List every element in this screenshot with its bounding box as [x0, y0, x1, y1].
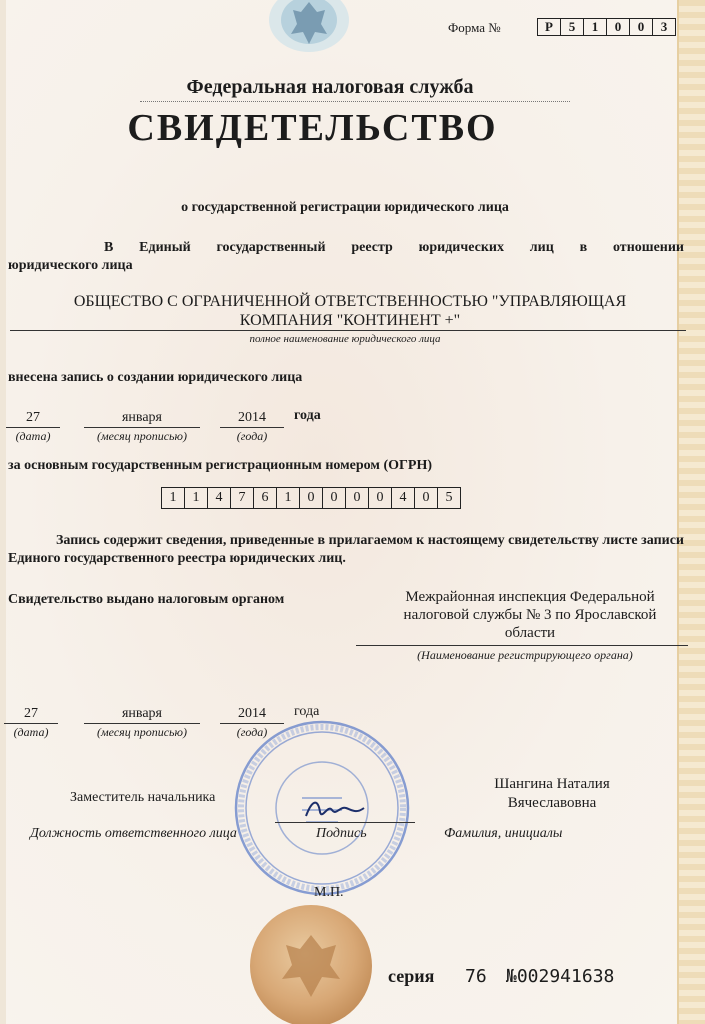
organization-name-line2: КОМПАНИЯ "КОНТИНЕНТ +"	[239, 312, 461, 329]
divider	[140, 101, 570, 102]
issuer-line2: налоговой службы № 3 по Ярославской	[403, 607, 657, 623]
handwritten-signature-icon	[298, 790, 388, 824]
issue-date-year-word: года	[294, 704, 320, 719]
signer-position-caption: Должность ответственного лица	[30, 826, 237, 841]
gold-seal-icon	[250, 905, 372, 1024]
ogrn-digit: 0	[299, 487, 323, 509]
hologram-emblem-icon	[265, 0, 353, 54]
issue-date-month-caption: (месяц прописью)	[97, 725, 187, 739]
ogrn-digit: 1	[276, 487, 300, 509]
issuer-name	[380, 588, 680, 642]
issue-date-month: января	[84, 706, 200, 724]
series-number: №002941638	[506, 966, 615, 987]
signer-position: Заместитель начальника	[70, 790, 216, 805]
ogrn-digit: 7	[230, 487, 254, 509]
form-code-cell: 1	[583, 18, 607, 36]
document-title: СВИДЕТЕЛЬСТВО	[127, 107, 498, 149]
form-code-cell: 0	[606, 18, 630, 36]
ogrn-digit: 4	[207, 487, 231, 509]
form-code	[538, 18, 676, 36]
divider	[356, 645, 688, 646]
ogrn-digit: 0	[322, 487, 346, 509]
signer-name-caption: Фамилия, инициалы	[444, 826, 563, 841]
divider	[10, 330, 686, 331]
signature-caption: Подпись	[316, 826, 367, 841]
organization-name	[30, 292, 670, 330]
form-label: Форма №	[448, 20, 501, 35]
reg-date-year: 2014	[220, 410, 284, 428]
ogrn-digit: 1	[184, 487, 208, 509]
issue-date-year: 2014	[220, 706, 284, 724]
signer-name-line1: Шангина Наталия	[494, 776, 610, 792]
record-text: Запись содержит сведения, приведенные в прилагаемом к настоящему свидетельству листе записи Единого государственного реестра юридических лиц.	[8, 533, 684, 566]
ogrn-digit: 5	[437, 487, 461, 509]
issue-date-day: 27	[4, 706, 58, 724]
entry-text: внесена запись о создании юридического лица	[8, 370, 303, 385]
form-code-cell: 5	[560, 18, 584, 36]
ogrn-digit: 0	[414, 487, 438, 509]
left-edge	[0, 0, 6, 1024]
series-code: 76	[465, 966, 487, 987]
intro-line1: В Единый государственный реестр юридических лиц в отношении	[104, 240, 684, 255]
signer-name	[472, 775, 632, 813]
intro-line2: юридического лица	[8, 258, 133, 273]
series-label: серия	[388, 966, 435, 986]
signature-line	[275, 822, 415, 823]
reg-date-year-word: года	[294, 408, 321, 423]
agency-name: Федеральная налоговая служба	[186, 76, 474, 98]
reg-date-day-caption: (дата)	[15, 429, 51, 443]
reg-date-month-caption: (месяц прописью)	[97, 429, 187, 443]
issuer-line1: Межрайонная инспекция Федеральной	[405, 589, 655, 605]
signer-name-line2: Вячеславовна	[507, 795, 597, 811]
issuer-line3: области	[504, 625, 556, 641]
ogrn-digit: 6	[253, 487, 277, 509]
issue-date-day-caption: (дата)	[13, 725, 49, 739]
document-subtitle: о государственной регистрации юридического лица	[181, 200, 509, 215]
ogrn-digit: 1	[161, 487, 185, 509]
issue-date-year-caption: (года)	[236, 725, 268, 739]
reg-date-year-caption: (года)	[236, 429, 268, 443]
ogrn-digit: 0	[345, 487, 369, 509]
organization-name-line1: ОБЩЕСТВО С ОГРАНИЧЕННОЙ ОТВЕТСТВЕННОСТЬЮ "УПРАВЛЯЮЩАЯ	[73, 293, 627, 310]
form-code-cell: 3	[652, 18, 676, 36]
decorative-border	[677, 0, 705, 1024]
ogrn-number	[162, 487, 461, 509]
seal-place-label: М.П.	[314, 885, 344, 900]
form-code-cell: 0	[629, 18, 653, 36]
organization-caption: полное наименование юридического лица	[249, 333, 441, 345]
reg-date-month: января	[84, 410, 200, 428]
form-code-cell: Р	[537, 18, 561, 36]
reg-date-day: 27	[6, 410, 60, 428]
issuer-label: Свидетельство выдано налоговым органом	[8, 592, 285, 607]
issuer-caption: (Наименование регистрирующего органа)	[417, 648, 633, 662]
ogrn-digit: 4	[391, 487, 415, 509]
ogrn-digit: 0	[368, 487, 392, 509]
ogrn-label: за основным государственным регистрационным номером (ОГРН)	[8, 458, 433, 473]
